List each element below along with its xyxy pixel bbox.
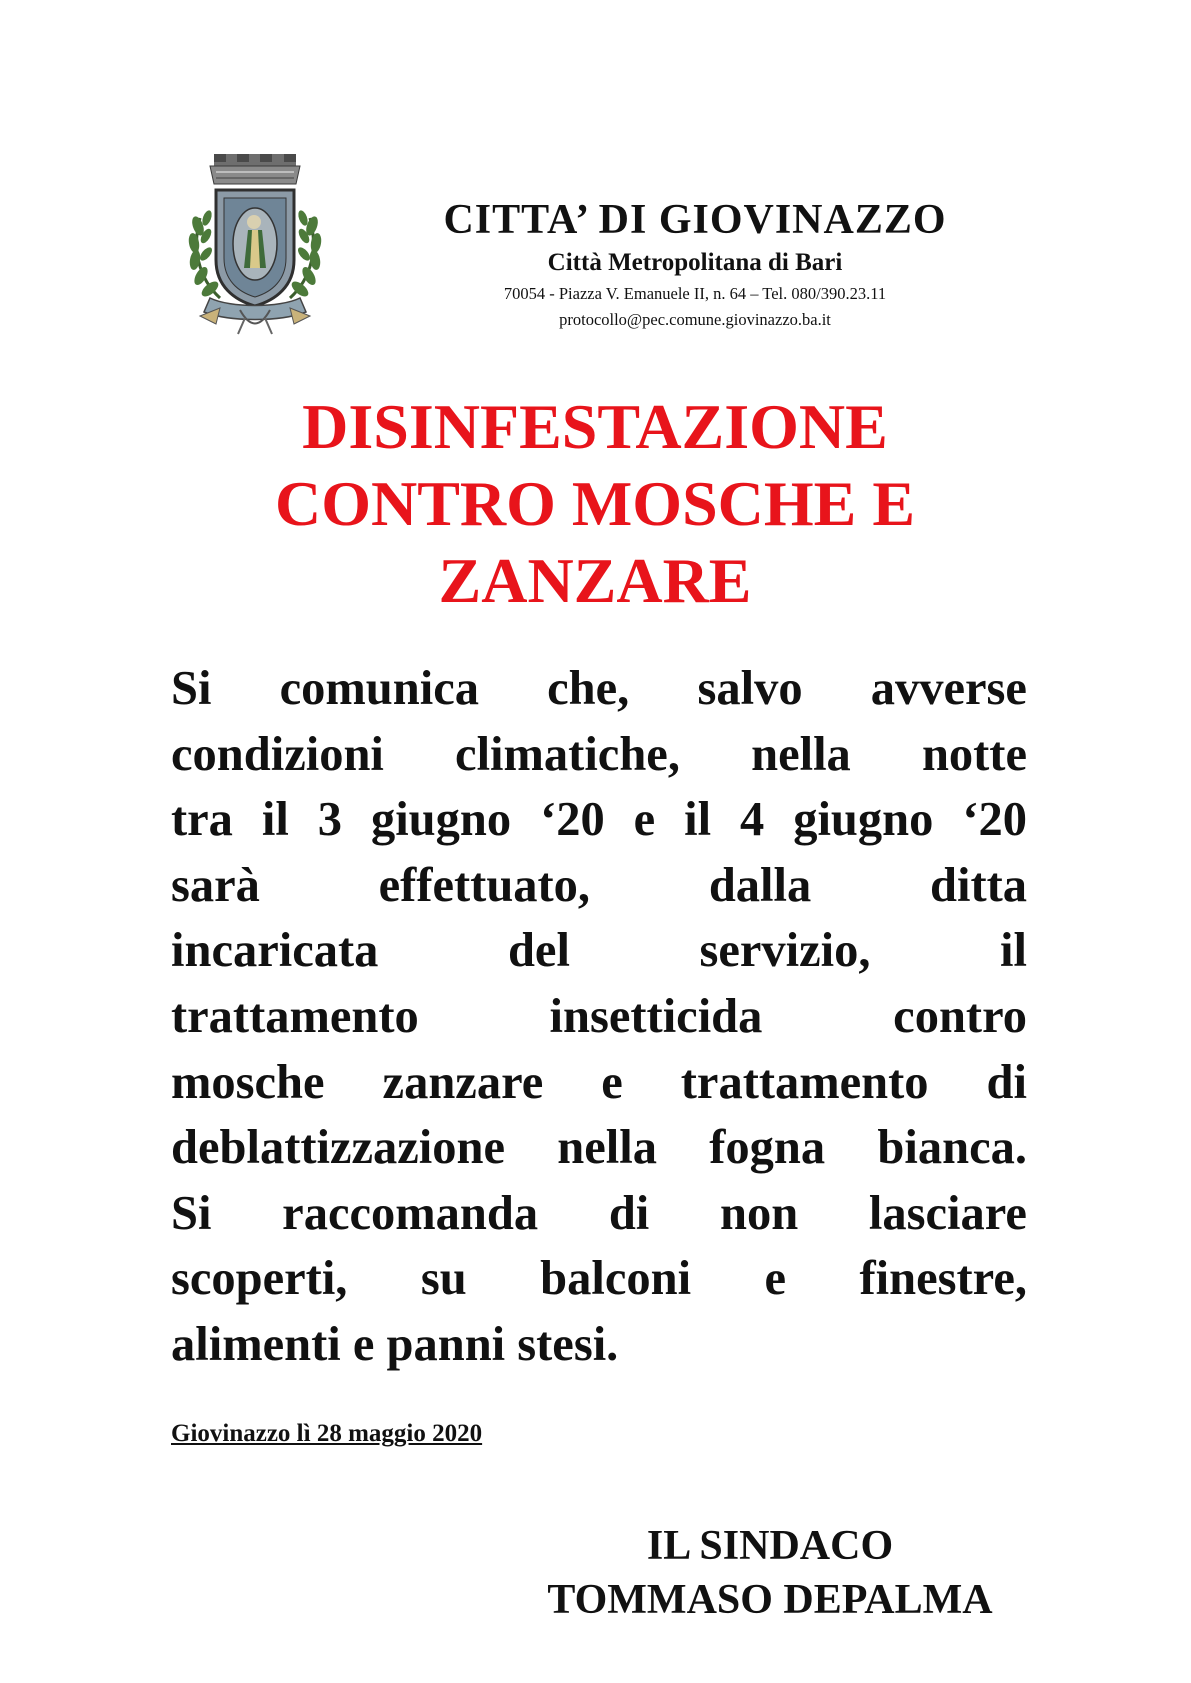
title-line-1: DISINFESTAZIONE [302,391,888,462]
title-line-3: ZANZARE [438,545,752,616]
notice-body [171,656,1027,1378]
body-line: incaricata del servizio, il [171,924,1027,978]
title-line-2: CONTRO MOSCHE E [274,468,916,539]
body-line: tra il 3 giugno ‘20 e il 4 giugno ‘20 [171,793,1027,847]
crown-icon [210,154,300,184]
body-line: mosche zanzare e trattamento di [171,1055,1027,1109]
address: 70054 - Piazza V. Emanuele II, n. 64 – Tel. 080/390.23.11 [503,284,887,303]
notice-title [100,388,1090,619]
body-line: alimenti e panni stesi. [171,1317,619,1371]
body-line: deblattizzazione nella fogna bianca. [171,1121,1027,1175]
signature-name: TOMMASO DEPALMA [547,1577,993,1623]
body-line: condizioni climatiche, nella notte [171,727,1027,781]
city-name: CITTA’ DI GIOVINAZZO [443,197,947,243]
signature-role: IL SINDACO [646,1523,894,1569]
letterhead [390,196,1000,332]
coat-of-arms-logo [180,148,330,338]
body-line: sarà effettuato, dalla ditta [171,858,1027,912]
place-and-date: Giovinazzo lì 28 maggio 2020 [171,1420,483,1447]
body-line: Si raccomanda di non lasciare [171,1186,1027,1240]
email-address: protocollo@pec.comune.giovinazzo.ba.it [559,310,831,329]
signature-block [480,1519,1060,1627]
body-line: trattamento insetticida contro [171,989,1027,1043]
shield-icon [216,190,294,306]
body-line: scoperti, su balconi e finestre, [171,1252,1027,1306]
metropolitan-city: Città Metropolitana di Bari [547,249,843,276]
body-line: Si comunica che, salvo avverse [171,662,1027,715]
